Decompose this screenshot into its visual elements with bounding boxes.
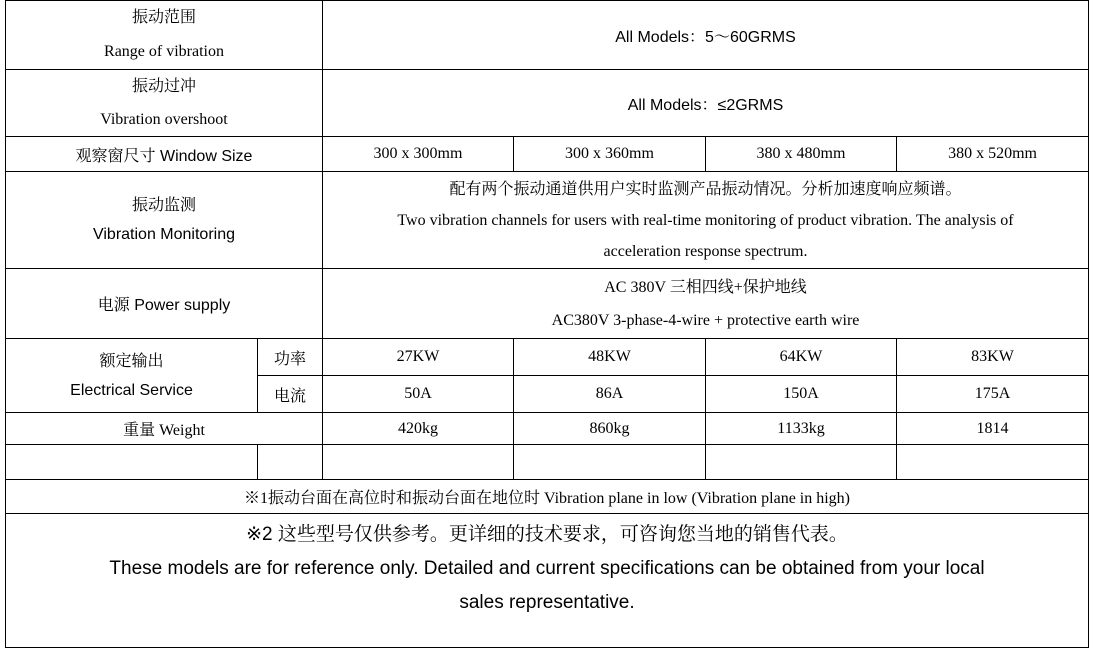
label-cn: 额定输出 xyxy=(99,352,164,370)
monitoring-text-en: acceleration response spectrum. xyxy=(603,242,808,260)
row-window-size xyxy=(6,137,1089,172)
current-cell: 150A xyxy=(706,376,897,413)
weight-cell: 1814 xyxy=(897,413,1089,445)
window-size-cell: 300 x 360mm xyxy=(514,137,706,172)
row-power-supply xyxy=(6,269,1089,339)
note-2-en: These models are for reference only. Detailed and current specifications can be obtained from your local xyxy=(109,558,985,579)
empty-cell xyxy=(258,445,323,480)
value-range-of-vibration: All Models：5～60GRMS xyxy=(323,1,1089,70)
label-vibration-monitoring xyxy=(6,172,323,269)
window-size-cell: 380 x 520mm xyxy=(897,137,1089,172)
weight-cell: 1133kg xyxy=(706,413,897,445)
row-note-2 xyxy=(6,514,1089,648)
label-cn: 振动监测 xyxy=(131,197,196,214)
power-supply-en: AC380V 3-phase-4-wire + protective earth wire xyxy=(551,311,860,329)
row-electrical-power xyxy=(6,339,1089,376)
label-window-size: 观察窗尺寸 Window Size xyxy=(6,137,323,172)
note-2-en: sales representative. xyxy=(459,592,635,613)
power-cell: 27KW xyxy=(323,339,514,376)
label-en: Vibration Monitoring xyxy=(92,226,235,243)
value-vibration-overshoot: All Models：≤2GRMS xyxy=(323,70,1089,137)
power-supply-cn: AC 380V 三相四线+保护地线 xyxy=(604,278,807,296)
monitoring-text-en: Two vibration channels for users with real-time monitoring of product vibration. The analysis of xyxy=(397,211,1014,229)
label-electrical-service xyxy=(6,339,258,413)
empty-cell xyxy=(323,445,514,480)
row-vibration-overshoot xyxy=(6,70,1089,137)
label-power: 功率 xyxy=(258,339,323,376)
label-en: Electrical Service xyxy=(70,381,193,399)
empty-cell xyxy=(514,445,706,480)
weight-cell: 420kg xyxy=(323,413,514,445)
empty-cell xyxy=(6,445,258,480)
empty-cell xyxy=(897,445,1089,480)
monitoring-text-cn: 配有两个振动通道供用户实时监测产品振动情况。分析加速度响应频谱。 xyxy=(449,180,962,198)
row-note-1 xyxy=(6,480,1089,514)
label-vibration-overshoot xyxy=(6,70,323,137)
label-cn: 振动过冲 xyxy=(131,78,196,95)
label-range-of-vibration xyxy=(6,1,323,70)
power-cell: 48KW xyxy=(514,339,706,376)
current-cell: 175A xyxy=(897,376,1089,413)
power-cell: 83KW xyxy=(897,339,1089,376)
row-range-of-vibration xyxy=(6,1,1089,70)
current-cell: 86A xyxy=(514,376,706,413)
specification-table xyxy=(5,0,1089,648)
label-current: 电流 xyxy=(258,376,323,413)
row-vibration-monitoring xyxy=(6,172,1089,269)
note-1: ※1振动台面在高位时和振动台面在地位时 Vibration plane in low (Vibration plane in high) xyxy=(6,480,1089,514)
label-en: Vibration overshoot xyxy=(100,111,228,128)
power-cell: 64KW xyxy=(706,339,897,376)
label-cn: 振动范围 xyxy=(131,9,196,26)
row-empty xyxy=(6,445,1089,480)
window-size-cell: 380 x 480mm xyxy=(706,137,897,172)
weight-cell: 860kg xyxy=(514,413,706,445)
row-weight xyxy=(6,413,1089,445)
current-cell: 50A xyxy=(323,376,514,413)
window-size-cell: 300 x 300mm xyxy=(323,137,514,172)
value-power-supply xyxy=(323,269,1089,339)
label-en: Range of vibration xyxy=(104,43,224,60)
note-2 xyxy=(6,514,1089,648)
label-power-supply: 电源 Power supply xyxy=(6,269,323,339)
empty-cell xyxy=(706,445,897,480)
note-2-cn: ※2 这些型号仅供参考。更详细的技术要求，可咨询您当地的销售代表。 xyxy=(246,524,848,545)
value-vibration-monitoring xyxy=(323,172,1089,269)
label-weight: 重量 Weight xyxy=(6,413,323,445)
